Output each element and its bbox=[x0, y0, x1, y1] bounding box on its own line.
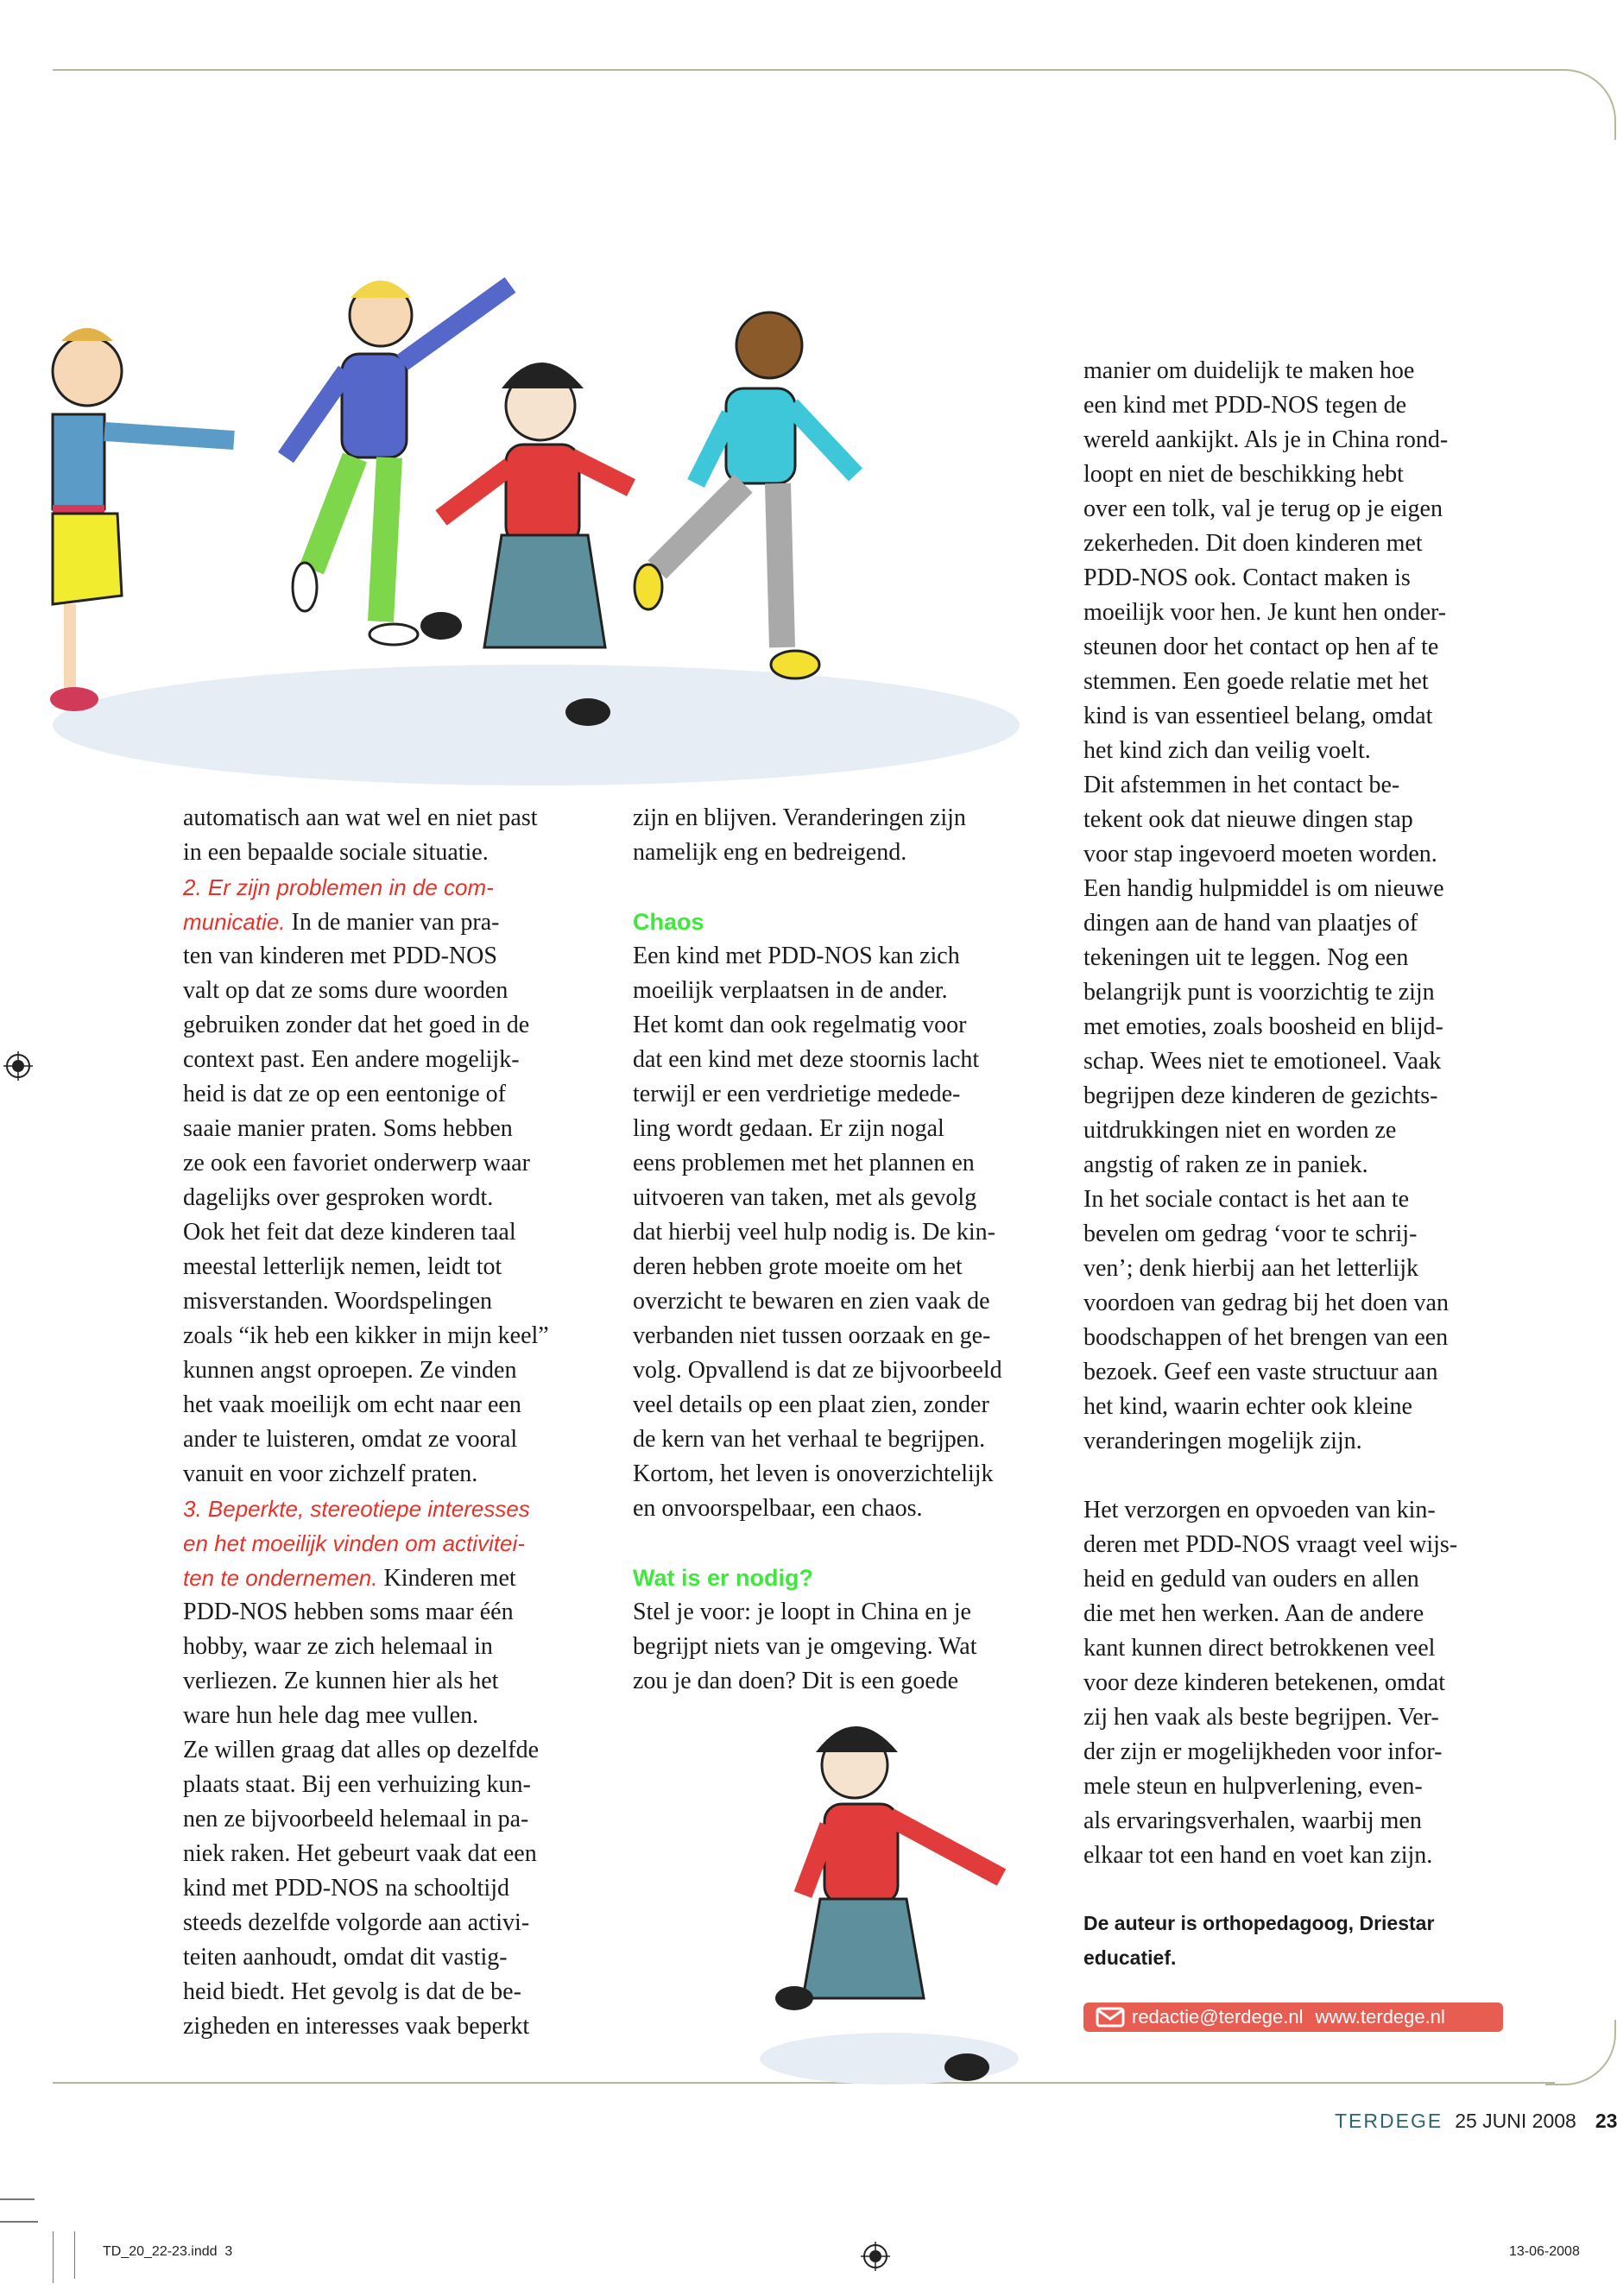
crop-mark bbox=[53, 2231, 54, 2283]
text-line: de kern van het verhaal te begrijpen. bbox=[633, 1426, 986, 1453]
text-line: context past. Een andere mogelijk- bbox=[183, 1046, 520, 1073]
text-line: die met hen werken. Aan de andere bbox=[1083, 1600, 1424, 1627]
section-heading: Wat is er nodig? bbox=[633, 1565, 813, 1591]
text-line: PDD-NOS hebben soms maar één bbox=[183, 1599, 514, 1625]
text-column-3 bbox=[1083, 354, 1515, 1873]
text-line: tekeningen uit te leggen. Nog een bbox=[1083, 944, 1409, 971]
page-footer bbox=[1335, 2110, 1617, 2133]
text-line: stemmen. Een goede relatie met het bbox=[1083, 668, 1429, 695]
text-line: uitdrukkingen niet en worden ze bbox=[1083, 1117, 1397, 1144]
file-slug: TD_20_22-23.indd 3 bbox=[103, 2244, 233, 2259]
text-line: dat hierbij veel hulp nodig is. De kin- bbox=[633, 1219, 995, 1246]
magazine-name: TERDEGE bbox=[1335, 2110, 1443, 2132]
text-line: Ze willen graag dat alles op dezelfde bbox=[183, 1737, 540, 1763]
numbered-point-heading: municatie. bbox=[183, 909, 286, 935]
text-line: ware hun hele dag mee vullen. bbox=[183, 1702, 479, 1729]
crop-mark bbox=[74, 2231, 75, 2279]
text-line: bevelen om gedrag ‘voor te schrij- bbox=[1083, 1221, 1418, 1247]
text-line: hobby, waar ze zich helemaal in bbox=[183, 1633, 493, 1660]
text-line: zij hen vaak als beste begrijpen. Ver- bbox=[1083, 1704, 1439, 1731]
text-segment: In de manier van pra- bbox=[285, 909, 500, 936]
text-line: tekent ook dat nieuwe dingen stap bbox=[1083, 806, 1413, 833]
numbered-point-heading: ten te ondernemen. bbox=[183, 1565, 378, 1591]
text-line: boodschappen of het brengen van een bbox=[1083, 1324, 1449, 1351]
text-line: steunen door het contact op hen af te bbox=[1083, 634, 1439, 660]
page-number: 23 bbox=[1595, 2110, 1617, 2132]
envelope-icon bbox=[1096, 2007, 1125, 2028]
author-note bbox=[1083, 1906, 1434, 1975]
children-illustration bbox=[53, 259, 1063, 794]
text-line: zou je dan doen? Dit is een goede bbox=[633, 1668, 959, 1694]
text-line: een kind met PDD-NOS tegen de bbox=[1083, 392, 1407, 419]
text-line: begrijpt niets van je omgeving. Wat bbox=[633, 1633, 977, 1660]
child-figure-4 bbox=[635, 312, 856, 678]
text-line bbox=[633, 1561, 1064, 1595]
text-line: veel details op een plaat zien, zonder bbox=[633, 1391, 989, 1418]
text-line: heid biedt. Het gevolg is dat de be- bbox=[183, 1978, 521, 2005]
text-line: PDD-NOS ook. Contact maken is bbox=[1083, 565, 1411, 591]
text-line: dagelijks over gesproken wordt. bbox=[183, 1184, 494, 1211]
text-line: kind met PDD-NOS na schooltijd bbox=[183, 1875, 509, 1902]
text-line: loopt en niet de beschikking hebt bbox=[1083, 461, 1404, 488]
numbered-point-heading: en het moeilijk vinden om activitei- bbox=[183, 1530, 525, 1556]
text-line: Dit afstemmen in het contact be- bbox=[1083, 772, 1400, 798]
text-line: elkaar tot een hand en voet kan zijn. bbox=[1083, 1842, 1433, 1869]
top-rule bbox=[53, 69, 1555, 71]
text-line: ten van kinderen met PDD-NOS bbox=[183, 943, 497, 969]
text-line: zekerheden. Dit doen kinderen met bbox=[1083, 530, 1423, 557]
text-line: zijn en blijven. Veranderingen zijn bbox=[633, 804, 966, 831]
numbered-point-heading: 3. Beperkte, stereotiepe interesses bbox=[183, 1496, 530, 1522]
text-line: volg. Opvallend is dat ze bijvoorbeeld bbox=[633, 1357, 1002, 1384]
text-line: veranderingen mogelijk zijn. bbox=[1083, 1428, 1362, 1454]
text-line: zoals “ik heb een kikker in mijn keel” bbox=[183, 1322, 549, 1349]
text-line bbox=[633, 905, 1064, 939]
text-line: nen ze bijvoorbeeld helemaal in pa- bbox=[183, 1806, 529, 1832]
text-line: verbanden niet tussen oorzaak en ge- bbox=[633, 1322, 991, 1349]
text-line: voordoen van gedrag bij het doen van bbox=[1083, 1290, 1449, 1316]
author-note-line: De auteur is orthopedagoog, Driestar bbox=[1083, 1912, 1435, 1934]
top-rule-corner bbox=[1545, 69, 1616, 140]
text-line: angstig of raken ze in paniek. bbox=[1083, 1151, 1368, 1178]
text-line: begrijpen deze kinderen de gezichts- bbox=[1083, 1082, 1438, 1109]
contact-website-link[interactable]: www.terdege.nl bbox=[1315, 2006, 1445, 2028]
text-line: voor deze kinderen betekenen, omdat bbox=[1083, 1669, 1446, 1696]
text-line: der zijn er mogelijkheden voor infor- bbox=[1083, 1738, 1443, 1765]
text-line: terwijl er een verdrietige medede- bbox=[633, 1081, 961, 1107]
text-line: manier om duidelijk te maken hoe bbox=[1083, 357, 1415, 384]
text-line: niek raken. Het gebeurt vaak dat een bbox=[183, 1840, 537, 1867]
text-line: wereld aankijkt. Als je in China rond- bbox=[1083, 426, 1449, 453]
section-heading: Chaos bbox=[633, 909, 704, 935]
text-line: ze ook een favoriet onderwerp waar bbox=[183, 1150, 530, 1176]
text-segment: Kinderen met bbox=[377, 1565, 516, 1592]
text-line: ven’; denk hierbij aan het letterlijk bbox=[1083, 1255, 1418, 1282]
text-column-2 bbox=[633, 801, 1064, 1699]
text-line: steeds dezelfde volgorde aan activi- bbox=[183, 1909, 530, 1936]
text-line: ander te luisteren, omdat ze vooral bbox=[183, 1426, 518, 1453]
text-line: gebruiken zonder dat het goed in de bbox=[183, 1012, 530, 1038]
text-line: Het komt dan ook regelmatig voor bbox=[633, 1012, 967, 1038]
text-line: automatisch aan wat wel en niet past bbox=[183, 804, 538, 831]
text-line: Het verzorgen en opvoeden van kin- bbox=[1083, 1497, 1436, 1523]
text-line: valt op dat ze soms dure woorden bbox=[183, 977, 508, 1004]
text-line: heid is dat ze op een eentonige of bbox=[183, 1081, 506, 1107]
text-line bbox=[183, 905, 615, 939]
text-line: moeilijk voor hen. Je kunt hen onder- bbox=[1083, 599, 1447, 626]
slug-date: 13-06-2008 bbox=[1509, 2244, 1580, 2259]
text-line bbox=[183, 1492, 615, 1526]
text-line: in een bepaalde sociale situatie. bbox=[183, 839, 489, 866]
text-line: dat een kind met deze stoornis lacht bbox=[633, 1046, 980, 1073]
text-line: deren met PDD-NOS vraagt veel wijs- bbox=[1083, 1531, 1458, 1558]
text-line: bezoek. Geef een vaste structuur aan bbox=[1083, 1359, 1438, 1385]
text-line: schap. Wees niet te emotioneel. Vaak bbox=[1083, 1048, 1442, 1075]
text-line: als ervaringsverhalen, waarbij men bbox=[1083, 1807, 1422, 1834]
text-line: In het sociale contact is het aan te bbox=[1083, 1186, 1410, 1213]
text-line: Kortom, het leven is onoverzichtelijk bbox=[633, 1460, 994, 1487]
text-line: heid en geduld van ouders en allen bbox=[1083, 1566, 1419, 1593]
text-line: Een kind met PDD-NOS kan zich bbox=[633, 943, 960, 969]
text-line: uitvoeren van taken, met als gevolg bbox=[633, 1184, 977, 1211]
text-line: kant kunnen direct betrokkenen veel bbox=[1083, 1635, 1436, 1662]
crop-mark bbox=[0, 2198, 35, 2200]
text-line: saaie manier praten. Soms hebben bbox=[183, 1115, 513, 1142]
text-line: verliezen. Ze kunnen hier als het bbox=[183, 1668, 499, 1694]
child-figure-2 bbox=[286, 281, 510, 645]
crop-mark bbox=[0, 2221, 38, 2223]
text-line: over een tolk, val je terug op je eigen bbox=[1083, 495, 1443, 522]
text-line: Een handig hulpmiddel is om nieuwe bbox=[1083, 875, 1444, 902]
text-line: kind is van essentieel belang, omdat bbox=[1083, 703, 1433, 729]
text-line bbox=[183, 1526, 615, 1561]
text-line bbox=[1083, 1459, 1515, 1493]
text-line: kunnen angst oproepen. Ze vinden bbox=[183, 1357, 517, 1384]
text-line: ling wordt gedaan. Er zijn nogal bbox=[633, 1115, 944, 1142]
text-line: met emoties, zoals boosheid en blijd- bbox=[1083, 1013, 1443, 1040]
text-line: Ook het feit dat deze kinderen taal bbox=[183, 1219, 516, 1246]
text-line: het kind, waarin echter ook kleine bbox=[1083, 1393, 1412, 1420]
text-line: teiten aanhoudt, omdat dit vastig- bbox=[183, 1944, 508, 1971]
text-line: het kind zich dan veilig voelt. bbox=[1083, 737, 1371, 764]
text-line: plaats staat. Bij een verhuizing kun- bbox=[183, 1771, 531, 1798]
registration-mark-icon bbox=[861, 2242, 890, 2271]
text-line: belangrijk punt is voorzichtig te zijn bbox=[1083, 979, 1435, 1006]
bottom-rule-corner bbox=[1545, 2020, 1616, 2085]
text-line: namelijk eng en bedreigend. bbox=[633, 839, 907, 866]
text-line: vanuit en voor zichzelf praten. bbox=[183, 1460, 478, 1487]
text-line: het vaak moeilijk om echt naar een bbox=[183, 1391, 521, 1418]
text-line bbox=[633, 1526, 1064, 1561]
text-line bbox=[633, 870, 1064, 905]
author-note-line: educatief. bbox=[1083, 1946, 1177, 1969]
text-column-1 bbox=[183, 801, 615, 2044]
issue-date: 25 JUNI 2008 bbox=[1455, 2110, 1576, 2132]
text-line: meestal letterlijk nemen, leidt tot bbox=[183, 1253, 502, 1280]
text-line: misverstanden. Woordspelingen bbox=[183, 1288, 493, 1315]
text-line bbox=[183, 1561, 615, 1595]
contact-email-link[interactable]: redactie@terdege.nl bbox=[1132, 2006, 1304, 2028]
contact-bar bbox=[1083, 2003, 1503, 2032]
registration-mark-icon bbox=[3, 1051, 33, 1081]
text-line: deren hebben grote moeite om het bbox=[633, 1253, 963, 1280]
text-line: mele steun en hulpverlening, even- bbox=[1083, 1773, 1423, 1800]
text-line: dingen aan de hand van plaatjes of bbox=[1083, 910, 1418, 937]
text-line bbox=[183, 870, 615, 905]
child-figure-1 bbox=[50, 328, 234, 711]
text-line: Stel je voor: je loopt in China en je bbox=[633, 1599, 971, 1625]
text-line: overzicht te bewaren en zien vaak de bbox=[633, 1288, 990, 1315]
text-line: zigheden en interesses vaak beperkt bbox=[183, 2013, 530, 2040]
text-line: moeilijk verplaatsen in de ander. bbox=[633, 977, 948, 1004]
text-line: en onvoorspelbaar, een chaos. bbox=[633, 1495, 923, 1522]
text-line: voor stap ingevoerd moeten worden. bbox=[1083, 841, 1437, 867]
running-girl-illustration bbox=[760, 1713, 1027, 2085]
numbered-point-heading: 2. Er zijn problemen in de com- bbox=[183, 874, 494, 900]
text-line: eens problemen met het plannen en bbox=[633, 1150, 975, 1176]
